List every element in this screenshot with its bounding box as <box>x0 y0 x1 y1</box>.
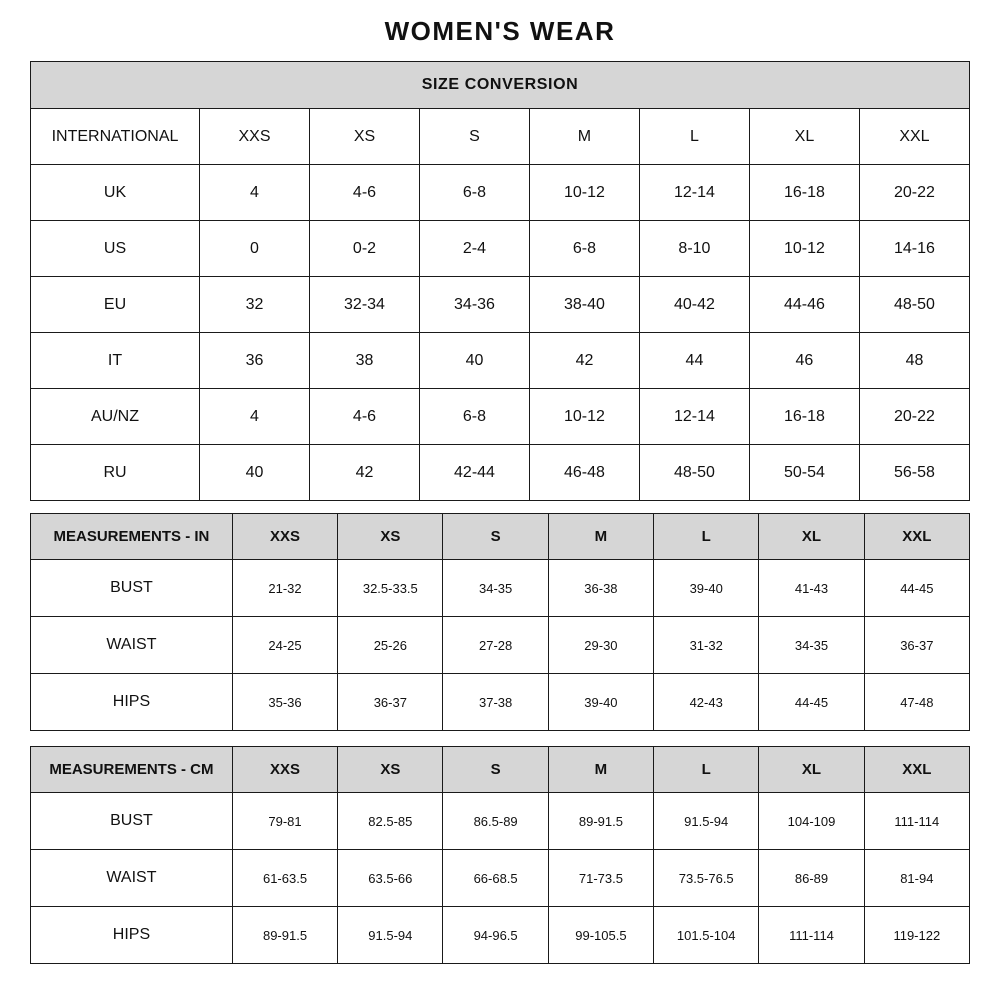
size-column-header: L <box>654 747 759 793</box>
cell: 101.5-104 <box>654 907 759 964</box>
size-conversion-table <box>30 61 970 501</box>
row-label: EU <box>31 277 200 333</box>
cell: 61-63.5 <box>232 850 337 907</box>
cell: 104-109 <box>759 793 864 850</box>
cell: 10-12 <box>529 165 639 221</box>
cell: 37-38 <box>443 674 548 731</box>
table-row <box>31 109 970 165</box>
cell: 34-36 <box>419 277 529 333</box>
cell: 4 <box>200 165 310 221</box>
cell: 32-34 <box>310 277 420 333</box>
cell: 46 <box>749 333 859 389</box>
cell: 21-32 <box>232 560 337 617</box>
cell: 10-12 <box>749 221 859 277</box>
cell: 44-45 <box>864 560 969 617</box>
cell: 24-25 <box>232 617 337 674</box>
row-label: WAIST <box>31 617 233 674</box>
size-column-header: XL <box>759 514 864 560</box>
table-row <box>31 445 970 501</box>
cell: 36-38 <box>548 560 653 617</box>
size-conversion-title: SIZE CONVERSION <box>31 62 970 109</box>
cell: 31-32 <box>654 617 759 674</box>
cell: 63.5-66 <box>338 850 443 907</box>
size-column-header: S <box>443 514 548 560</box>
cell: 66-68.5 <box>443 850 548 907</box>
cell: 0 <box>200 221 310 277</box>
cell: 35-36 <box>232 674 337 731</box>
cell: 10-12 <box>529 389 639 445</box>
size-column-header: XXS <box>232 514 337 560</box>
cell: 40 <box>200 445 310 501</box>
row-label: IT <box>31 333 200 389</box>
measurements-in-title: MEASUREMENTS - IN <box>31 514 233 560</box>
cell: XL <box>749 109 859 165</box>
size-column-header: XXL <box>864 514 969 560</box>
cell: 6-8 <box>419 165 529 221</box>
size-column-header: M <box>548 514 653 560</box>
cell: 79-81 <box>232 793 337 850</box>
cell: 48 <box>859 333 969 389</box>
cell: 42-43 <box>654 674 759 731</box>
cell: 12-14 <box>639 389 749 445</box>
cell: 56-58 <box>859 445 969 501</box>
table-row <box>31 389 970 445</box>
size-column-header: L <box>654 514 759 560</box>
cell: 50-54 <box>749 445 859 501</box>
row-label: BUST <box>31 793 233 850</box>
cell: 94-96.5 <box>443 907 548 964</box>
cell: L <box>639 109 749 165</box>
cell: 40-42 <box>639 277 749 333</box>
measurements-cm-table <box>30 746 970 964</box>
cell: 36-37 <box>338 674 443 731</box>
cell: 4-6 <box>310 165 420 221</box>
table-row <box>31 165 970 221</box>
cell: 36 <box>200 333 310 389</box>
cell: 4 <box>200 389 310 445</box>
cell: 20-22 <box>859 389 969 445</box>
size-column-header: XL <box>759 747 864 793</box>
table-row <box>31 793 970 850</box>
cell: 39-40 <box>548 674 653 731</box>
table-row <box>31 333 970 389</box>
cell: 73.5-76.5 <box>654 850 759 907</box>
cell: XS <box>310 109 420 165</box>
cell: 4-6 <box>310 389 420 445</box>
cell: 38 <box>310 333 420 389</box>
cell: 39-40 <box>654 560 759 617</box>
row-label: INTERNATIONAL <box>31 109 200 165</box>
cell: 40 <box>419 333 529 389</box>
size-column-header: XXS <box>232 747 337 793</box>
cell: 82.5-85 <box>338 793 443 850</box>
cell: 86-89 <box>759 850 864 907</box>
cell: 16-18 <box>749 165 859 221</box>
cell: 32 <box>200 277 310 333</box>
size-column-header: XXL <box>864 747 969 793</box>
cell: 42 <box>529 333 639 389</box>
table-row <box>31 221 970 277</box>
table-row <box>31 277 970 333</box>
table-row <box>31 674 970 731</box>
cell: M <box>529 109 639 165</box>
cell: 111-114 <box>759 907 864 964</box>
cell: 48-50 <box>639 445 749 501</box>
cell: 111-114 <box>864 793 969 850</box>
cell: 44-45 <box>759 674 864 731</box>
size-column-header: M <box>548 747 653 793</box>
cell: 16-18 <box>749 389 859 445</box>
cell: 38-40 <box>529 277 639 333</box>
cell: 81-94 <box>864 850 969 907</box>
cell: 14-16 <box>859 221 969 277</box>
row-label: UK <box>31 165 200 221</box>
measurements-in-header-row <box>31 514 970 560</box>
cell: 41-43 <box>759 560 864 617</box>
size-conversion-header-row <box>31 62 970 109</box>
table-row <box>31 617 970 674</box>
cell: XXL <box>859 109 969 165</box>
cell: 89-91.5 <box>548 793 653 850</box>
cell: S <box>419 109 529 165</box>
cell: 27-28 <box>443 617 548 674</box>
size-column-header: S <box>443 747 548 793</box>
table-row <box>31 560 970 617</box>
cell: 36-37 <box>864 617 969 674</box>
cell: 2-4 <box>419 221 529 277</box>
measurements-cm-header-row <box>31 747 970 793</box>
cell: 71-73.5 <box>548 850 653 907</box>
cell: 44 <box>639 333 749 389</box>
cell: 34-35 <box>759 617 864 674</box>
cell: 42 <box>310 445 420 501</box>
row-label: RU <box>31 445 200 501</box>
row-label: BUST <box>31 560 233 617</box>
cell: 89-91.5 <box>232 907 337 964</box>
cell: 0-2 <box>310 221 420 277</box>
row-label: WAIST <box>31 850 233 907</box>
cell: 119-122 <box>864 907 969 964</box>
page-title: WOMEN'S WEAR <box>384 16 616 46</box>
cell: 91.5-94 <box>338 907 443 964</box>
cell: 20-22 <box>859 165 969 221</box>
size-column-header: XS <box>338 514 443 560</box>
cell: 12-14 <box>639 165 749 221</box>
size-column-header: XS <box>338 747 443 793</box>
measurements-in-table <box>30 513 970 731</box>
row-label: HIPS <box>31 674 233 731</box>
row-label: US <box>31 221 200 277</box>
cell: 32.5-33.5 <box>338 560 443 617</box>
cell: 86.5-89 <box>443 793 548 850</box>
cell: 6-8 <box>419 389 529 445</box>
cell: 48-50 <box>859 277 969 333</box>
measurements-cm-title: MEASUREMENTS - CM <box>31 747 233 793</box>
cell: 8-10 <box>639 221 749 277</box>
table-row <box>31 907 970 964</box>
cell: 47-48 <box>864 674 969 731</box>
table-row <box>31 850 970 907</box>
cell: 34-35 <box>443 560 548 617</box>
cell: 46-48 <box>529 445 639 501</box>
cell: 42-44 <box>419 445 529 501</box>
row-label: AU/NZ <box>31 389 200 445</box>
cell: 99-105.5 <box>548 907 653 964</box>
cell: 44-46 <box>749 277 859 333</box>
cell: 25-26 <box>338 617 443 674</box>
cell: 6-8 <box>529 221 639 277</box>
row-label: HIPS <box>31 907 233 964</box>
cell: XXS <box>200 109 310 165</box>
cell: 29-30 <box>548 617 653 674</box>
cell: 91.5-94 <box>654 793 759 850</box>
